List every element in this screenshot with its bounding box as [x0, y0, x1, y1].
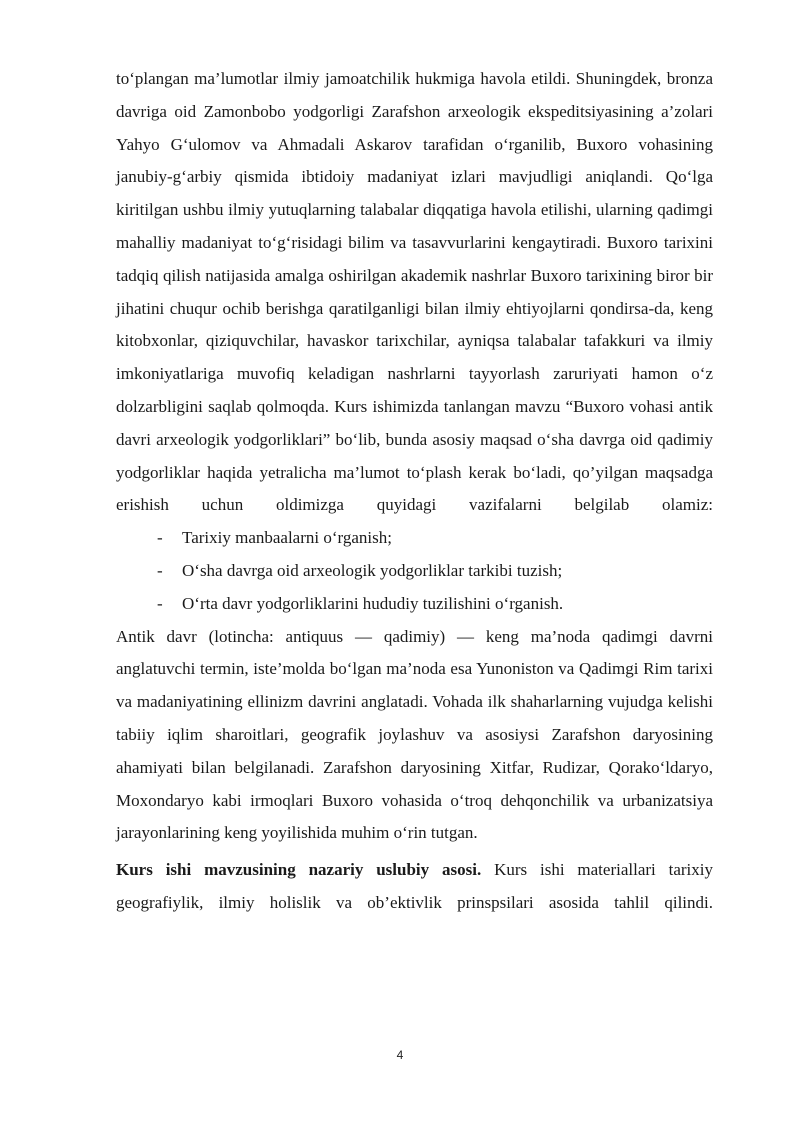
paragraph-intro: to‘plangan ma’lumotlar ilmiy jamoatchilik hukmiga havola etildi. Shuningdek, bronza davriga oid Zamonbobo yodgorligi Zarafshon arxeologik ekspeditsiyasining a’zolari Yahyo G‘ulomov va Ahmadali Askarov tarafidan o‘rganilib, Buxoro vohasining janubiy-g‘arbiy qismida ibtidoiy madaniyat izlari mavjudligi aniqlandi. Qo‘lga kiritilgan ushbu ilmiy yutuqlarning talabalar diqqatiga havola etilishi, ularning qadimgi mahalliy madaniyat to‘g‘risidagi bilim va tasavvurlarini kengaytiradi. Buxoro tarixini tadqiq qilish natijasida amalga oshirilgan akademik nashrlar Buxoro tarixining biror bir jihatini chuqur ochib berishga qaratilganligi bilan ilmiy ehtiyojlarni qondirsa-da, keng kitobxonlar, qiziquvchilar, havaskor tarixchilar, ayniqsa talabalar tafakkuri va ilmiy imkoniyatlariga muvofiq keladigan nashrlarni tayyorlash zaruriyati hamon o‘z dolzarbligini saqlab qolmoqda. Kurs ishimizda tanlangan mavzu “Buxoro vohasi antik davri arxeologik yodgorliklari” bo‘lib, bunda asosiy maqsad o‘sha davrga oid qadimiy yodgorliklar haqida yetralicha ma’lumot to‘plash kerak bo‘ladi, qo’yilgan maqsadga erishish uchun oldimizga quyidagi vazifalarni belgilab olamiz:: [116, 69, 713, 515]
paragraph-antik-davr: Antik davr (lotincha: antiquus — qadimiy) — keng ma’noda qadimgi davrni anglatuvchi termin, iste’molda bo‘lgan ma’noda esa Yunoniston va Qadimgi Rim tarixi va madaniyatining ellinizm davrini anglatadi. Vohada ilk shaharlarning vujudga kelishi tabiiy iqlim sharoitlari, geografik joylashuv va asosiysi Zarafshon daryosining ahamiyati bilan belgilanadi. Zarafshon daryosining Xitfar, Rudizar, Qorako‘ldaryo, Moxondaryo kabi irmoqlari Buxoro vohasida o‘troq dehqonchilik va urbanizatsiya jarayonlarining keng yoyilishida muhim o‘rin tutgan.: [116, 626, 713, 843]
paragraph-methodology-body: Kurs ishi materiallari tarixiy geografiylik, ilmiy holislik va ob’ektivlik prinspsilari asosida tahlil qilindi.: [116, 860, 713, 912]
section-heading: Kurs ishi mavzusining nazariy uslubiy asosi.: [116, 860, 482, 880]
list-item: - O‘sha davrga oid arxeologik yodgorliklar tarkibi tuzish;: [157, 560, 563, 580]
list-item: - Tarixiy manbaalarni o‘rganish;: [157, 528, 392, 548]
list-item: - O‘rta davr yodgorliklarini hududiy tuzilishini o‘rganish.: [157, 593, 564, 613]
page-number: 4: [396, 1048, 404, 1062]
paragraph-methodology: [116, 854, 713, 920]
task-list: [116, 522, 713, 620]
document-page: [116, 63, 713, 920]
